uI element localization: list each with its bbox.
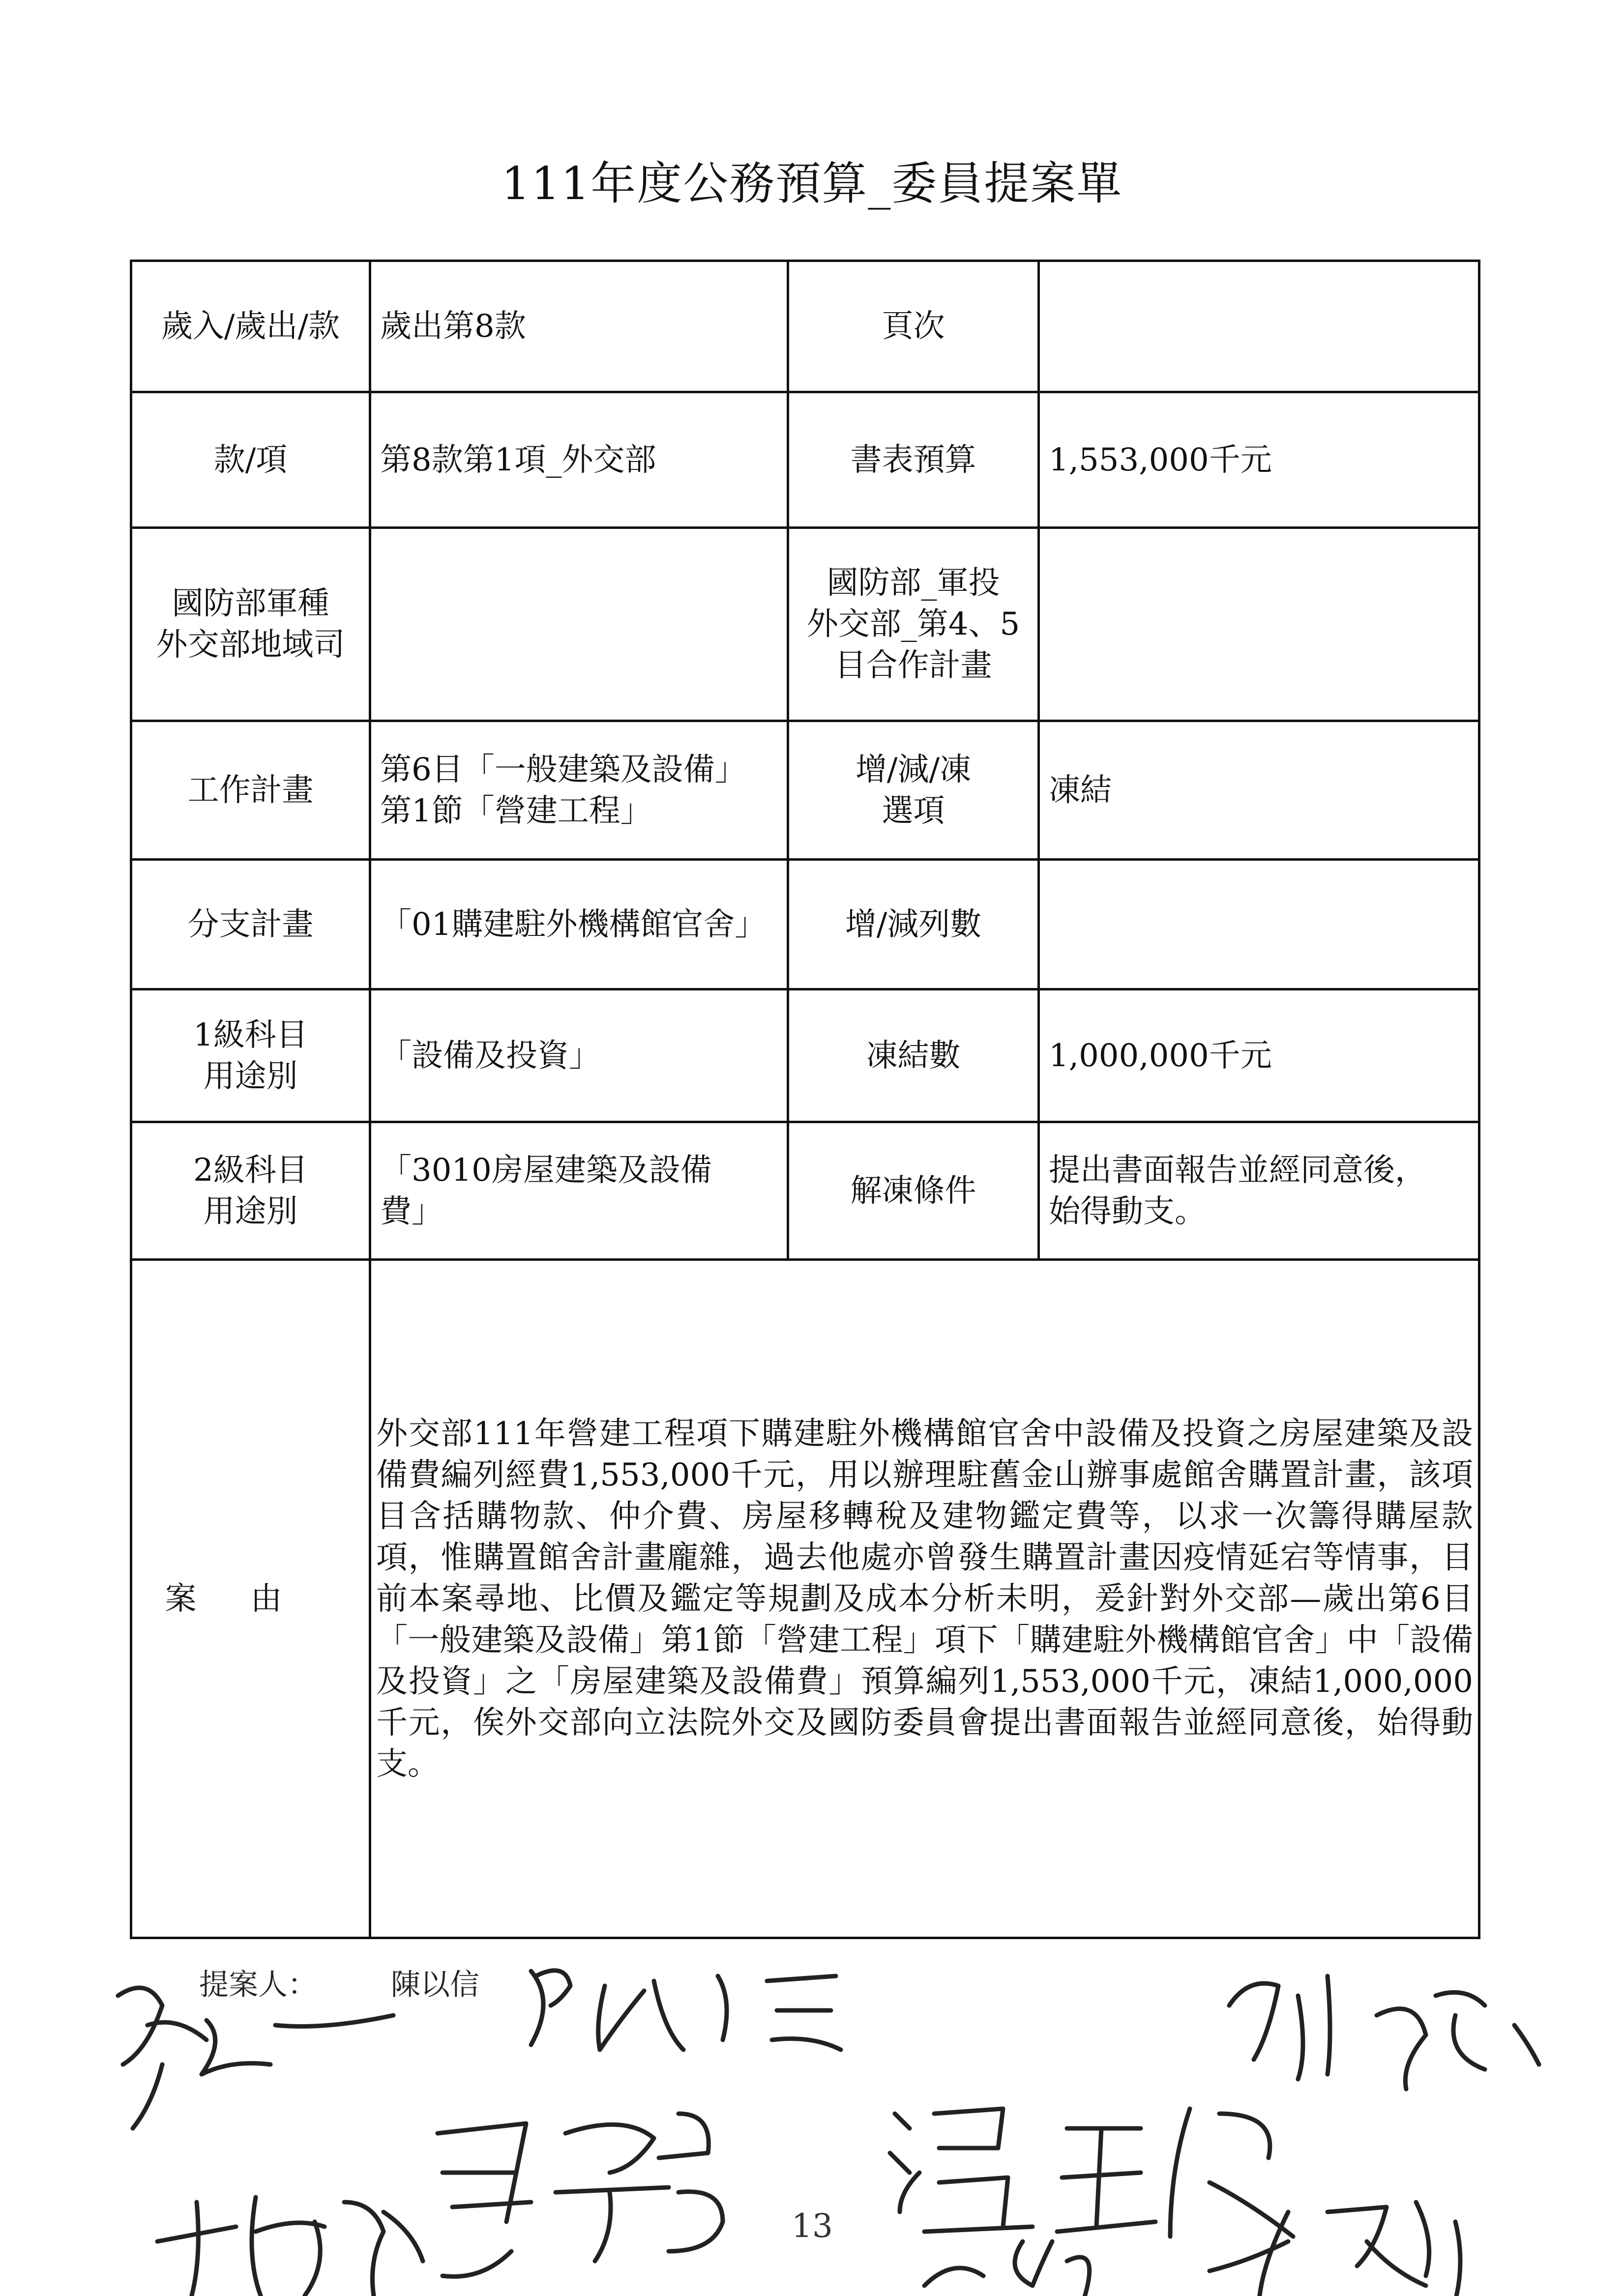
- label-cell: 國防部軍種 外交部地域司: [131, 528, 370, 721]
- value-cell: 提出書面報告並經同意後， 始得動支。: [1039, 1122, 1479, 1260]
- table-row: [131, 721, 1479, 860]
- label-cell: 工作計畫: [131, 721, 370, 860]
- signature-mark-49: [924, 2241, 1090, 2296]
- label-cell: 凍結數: [788, 989, 1039, 1122]
- value-cell: [1039, 860, 1479, 989]
- signature-lin: [157, 2197, 423, 2296]
- proposal-table: [130, 260, 1480, 1939]
- value-cell: 凍結: [1039, 721, 1479, 860]
- label-cell: 2級科目 用途別: [131, 1122, 370, 1260]
- proposer-label: 提案人：: [199, 1968, 317, 2002]
- value-cell: 「01購建駐外機構館官舍」: [370, 860, 788, 989]
- table-row: [131, 860, 1479, 989]
- value-cell: [370, 528, 788, 721]
- label-cell: 頁次: [788, 261, 1039, 392]
- reason-text: 外交部111年營建工程項下購建駐外機構館官舍中設備及投資之房屋建築及設備費編列經費1,553,000千元，用以辦理駐舊金山辦事處館舍購置計畫，該項目含括購物款、仲介費、房屋移轉稅及建物鑑定費等，以求一次籌得購屋款項，惟購置館舍計畫龐雜，過去他處亦曾發生購置計畫因疫情延宕等情事，目前本案尋地、比價及鑑定等規劃及成本分析未明，爰針對外交部—歲出第6目「一般建築及設備」第1節「營建工程」項下「購建駐外機構館官舍」中「設備及投資」之「房屋建築及設備費」預算編列1,553,000千元，凍結1,000,000千元，俟外交部向立法院外交及國防委員會提出書面報告並經同意後，始得動支。: [370, 1260, 1479, 1938]
- label-cell: 國防部_軍投 外交部_第4、5 目合作計畫: [788, 528, 1039, 721]
- signature-chen-yixin: [531, 1971, 841, 2050]
- label-cell: 歲入/歲出/款: [131, 261, 370, 392]
- label-cell: 分支計畫: [131, 860, 370, 989]
- reason-row: [131, 1260, 1479, 1938]
- value-cell: 第6目「一般建築及設備」 第1節「營建工程」: [370, 721, 788, 860]
- reason-label: 案由: [131, 1260, 370, 1938]
- table-row: [131, 528, 1479, 721]
- label-cell: 1級科目 用途別: [131, 989, 370, 1122]
- page-number: 13: [792, 2207, 833, 2245]
- label-cell: 增/減列數: [788, 860, 1039, 989]
- value-cell: [1039, 528, 1479, 721]
- signature-scribble: [118, 1988, 393, 2128]
- value-cell: 1,000,000千元: [1039, 989, 1479, 1122]
- form-title: 111年度公務預算_委員提案單: [501, 157, 1123, 210]
- value-cell: 1,553,000千元: [1039, 392, 1479, 528]
- signature-right-bottom: [1210, 2202, 1460, 2296]
- label-cell: 增/減/凍 選項: [788, 721, 1039, 860]
- proposer-line: [199, 1961, 553, 2004]
- value-cell: [1039, 261, 1479, 392]
- table-row: [131, 989, 1479, 1122]
- label-cell: 款/項: [131, 392, 370, 528]
- signature-wen: [890, 2109, 1293, 2237]
- signature-right-top: [1229, 1976, 1539, 2089]
- value-cell: 第8款第1項_外交部: [370, 392, 788, 528]
- proposer-name: 陳以信: [391, 1968, 479, 2002]
- value-cell: 「3010房屋建築及設備 費」: [370, 1122, 788, 1260]
- label-cell: 書表預算: [788, 392, 1039, 528]
- signature-ma: [438, 2114, 723, 2276]
- table-row: [131, 261, 1479, 392]
- table-row: [131, 1122, 1479, 1260]
- table-row: [131, 392, 1479, 528]
- value-cell: 「設備及投資」: [370, 989, 788, 1122]
- label-cell: 解凍條件: [788, 1122, 1039, 1260]
- value-cell: 歲出第8款: [370, 261, 788, 392]
